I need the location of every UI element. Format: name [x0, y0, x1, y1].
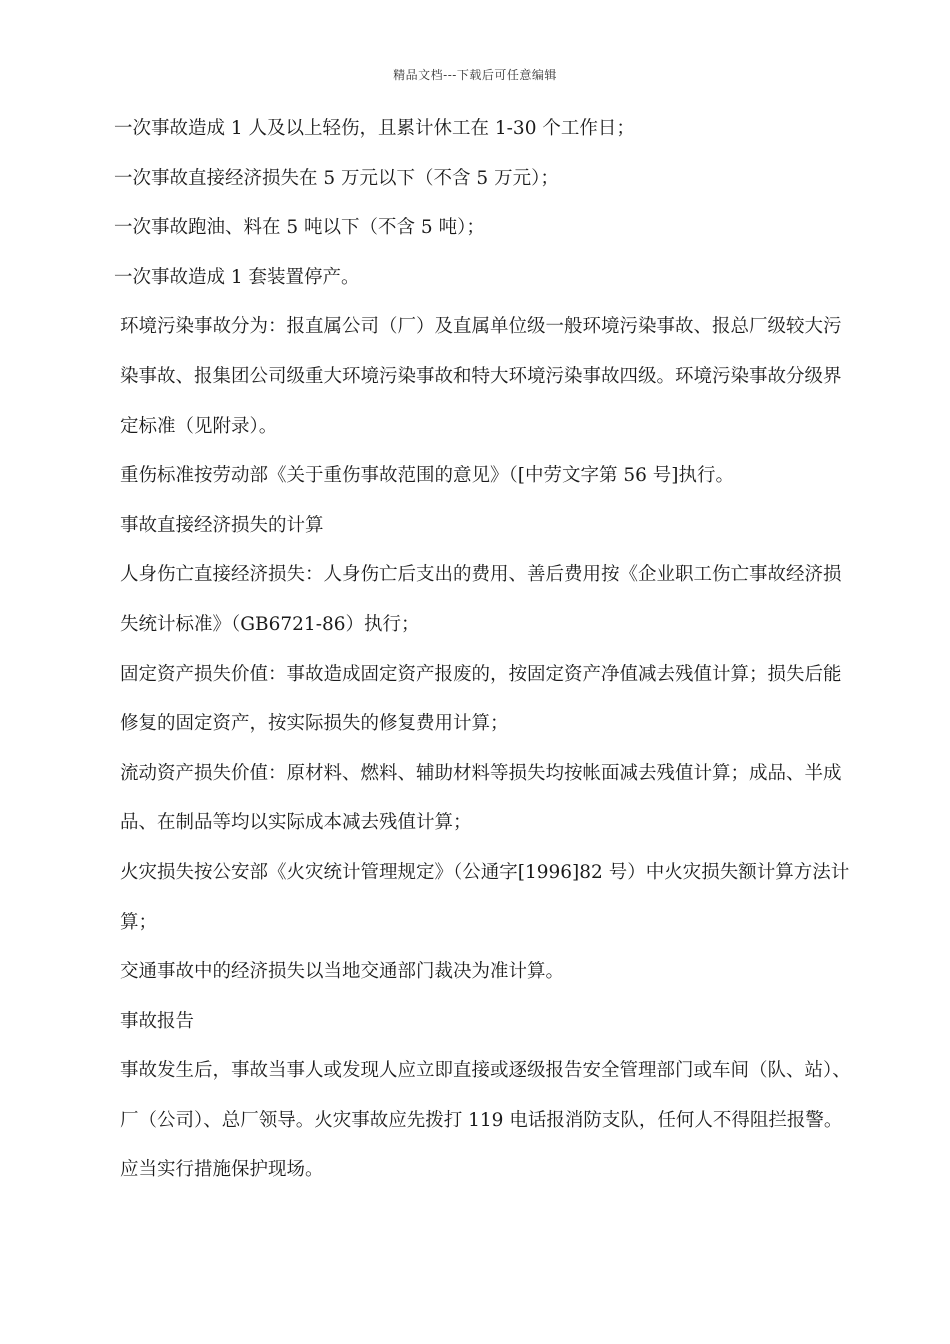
section-heading-accident-report: 事故报告 — [120, 1010, 195, 1032]
paragraph-fixed-asset-loss: 固定资产损失价值：事故造成固定资产报废的，按固定资产净值减去残值计算；损失后能修复的固定资产，按实际损失的修复费用计算； — [120, 663, 842, 735]
paragraph-minor-injury: 一次事故造成 1 人及以上轻伤，且累计休工在 1-30 个工作日； — [114, 118, 635, 139]
paragraph-casualty-loss: 人身伤亡直接经济损失：人身伤亡后支出的费用、善后费用按《企业职工伤亡事故经济损失统计标准》（GB6721-86）执行； — [120, 564, 842, 635]
paragraph-reporting-procedure: 事故发生后，事故当事人或发现人应立即直接或逐级报告安全管理部门或车间（队、站）、厂（公司）、总厂领导。火灾事故应先拨打 119 电话报消防支队，任何人不得阻拦报警。应当实行措施保护现场。 — [120, 1060, 851, 1181]
paragraph-current-asset-loss: 流动资产损失价值：原材料、燃料、辅助材料等损失均按帐面减去残值计算；成品、半成品、在制品等均以实际成本减去残值计算； — [120, 762, 842, 834]
paragraph-shutdown: 一次事故造成 1 套装置停产。 — [114, 266, 360, 288]
paragraph-environmental-classification: 环境污染事故分为：报直属公司（厂）及直属单位级一般环境污染事故、报总厂级较大污染事故、报集团公司级重大环境污染事故和特大环境污染事故四级。环境污染事故分级界定标准（见附录）。 — [120, 316, 842, 437]
paragraph-fire-loss: 火灾损失按公安部《火灾统计管理规定》（公通字[1996]82 号）中火灾损失额计算方法计算； — [120, 861, 850, 933]
paragraph-economic-loss: 一次事故直接经济损失在 5 万元以下（不含 5 万元）； — [114, 167, 559, 189]
page-header: 精品文档---下载后可任意编辑 — [393, 68, 557, 82]
document-body — [114, 104, 858, 1195]
section-heading-loss-calculation: 事故直接经济损失的计算 — [120, 514, 324, 536]
paragraph-traffic-loss: 交通事故中的经济损失以当地交通部门裁决为准计算。 — [120, 961, 565, 983]
paragraph-serious-injury-standard: 重伤标准按劳动部《关于重伤事故范围的意见》（[中劳文字第 56 号]执行。 — [120, 465, 734, 487]
paragraph-oil-spill: 一次事故跑油、料在 5 吨以下（不含 5 吨）； — [114, 217, 485, 239]
